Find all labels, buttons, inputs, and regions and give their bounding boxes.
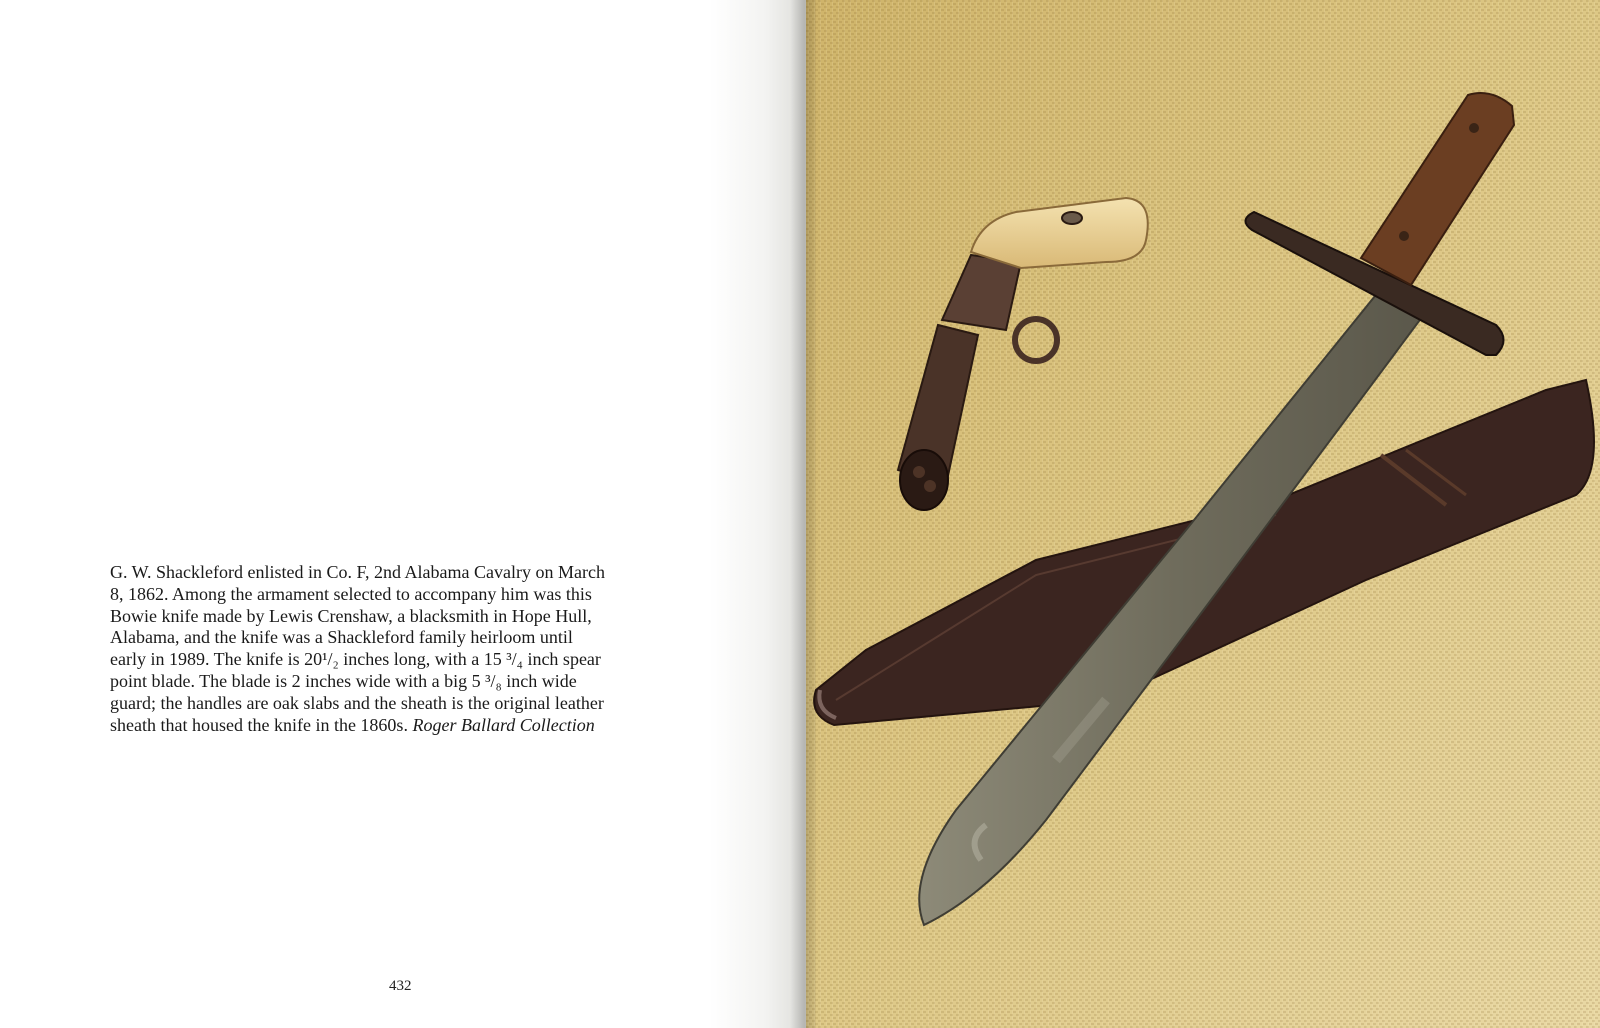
page-number: 432 bbox=[389, 978, 412, 994]
caption-line: Bowie knife made by Lewis Crenshaw, a blacksmith in Hope Hull, bbox=[110, 605, 592, 626]
photograph bbox=[806, 0, 1600, 1028]
photo-caption bbox=[110, 562, 710, 736]
caption-line: G. W. Shackleford enlisted in Co. F, 2nd Alabama Cavalry on March bbox=[110, 562, 605, 582]
collection-credit: Roger Ballard Collection bbox=[412, 714, 595, 735]
caption-line: point blade. The blade is 2 inches wide with a big 5 ³/₈ inch wide bbox=[110, 670, 577, 691]
photo-illustration bbox=[806, 0, 1600, 1028]
caption-line: 8, 1862. Among the armament selected to accompany him was this bbox=[110, 583, 592, 604]
caption-line: Alabama, and the knife was a Shackleford family heirloom until bbox=[110, 627, 573, 648]
caption-line: early in 1989. The knife is 20¹/₂ inches long, with a 15 ³/₄ inch spear bbox=[110, 649, 601, 670]
caption-line: guard; the handles are oak slabs and the sheath is the original leather bbox=[110, 692, 604, 713]
book-gutter bbox=[790, 0, 816, 1028]
caption-line: sheath that housed the knife in the 1860s. bbox=[110, 714, 408, 735]
